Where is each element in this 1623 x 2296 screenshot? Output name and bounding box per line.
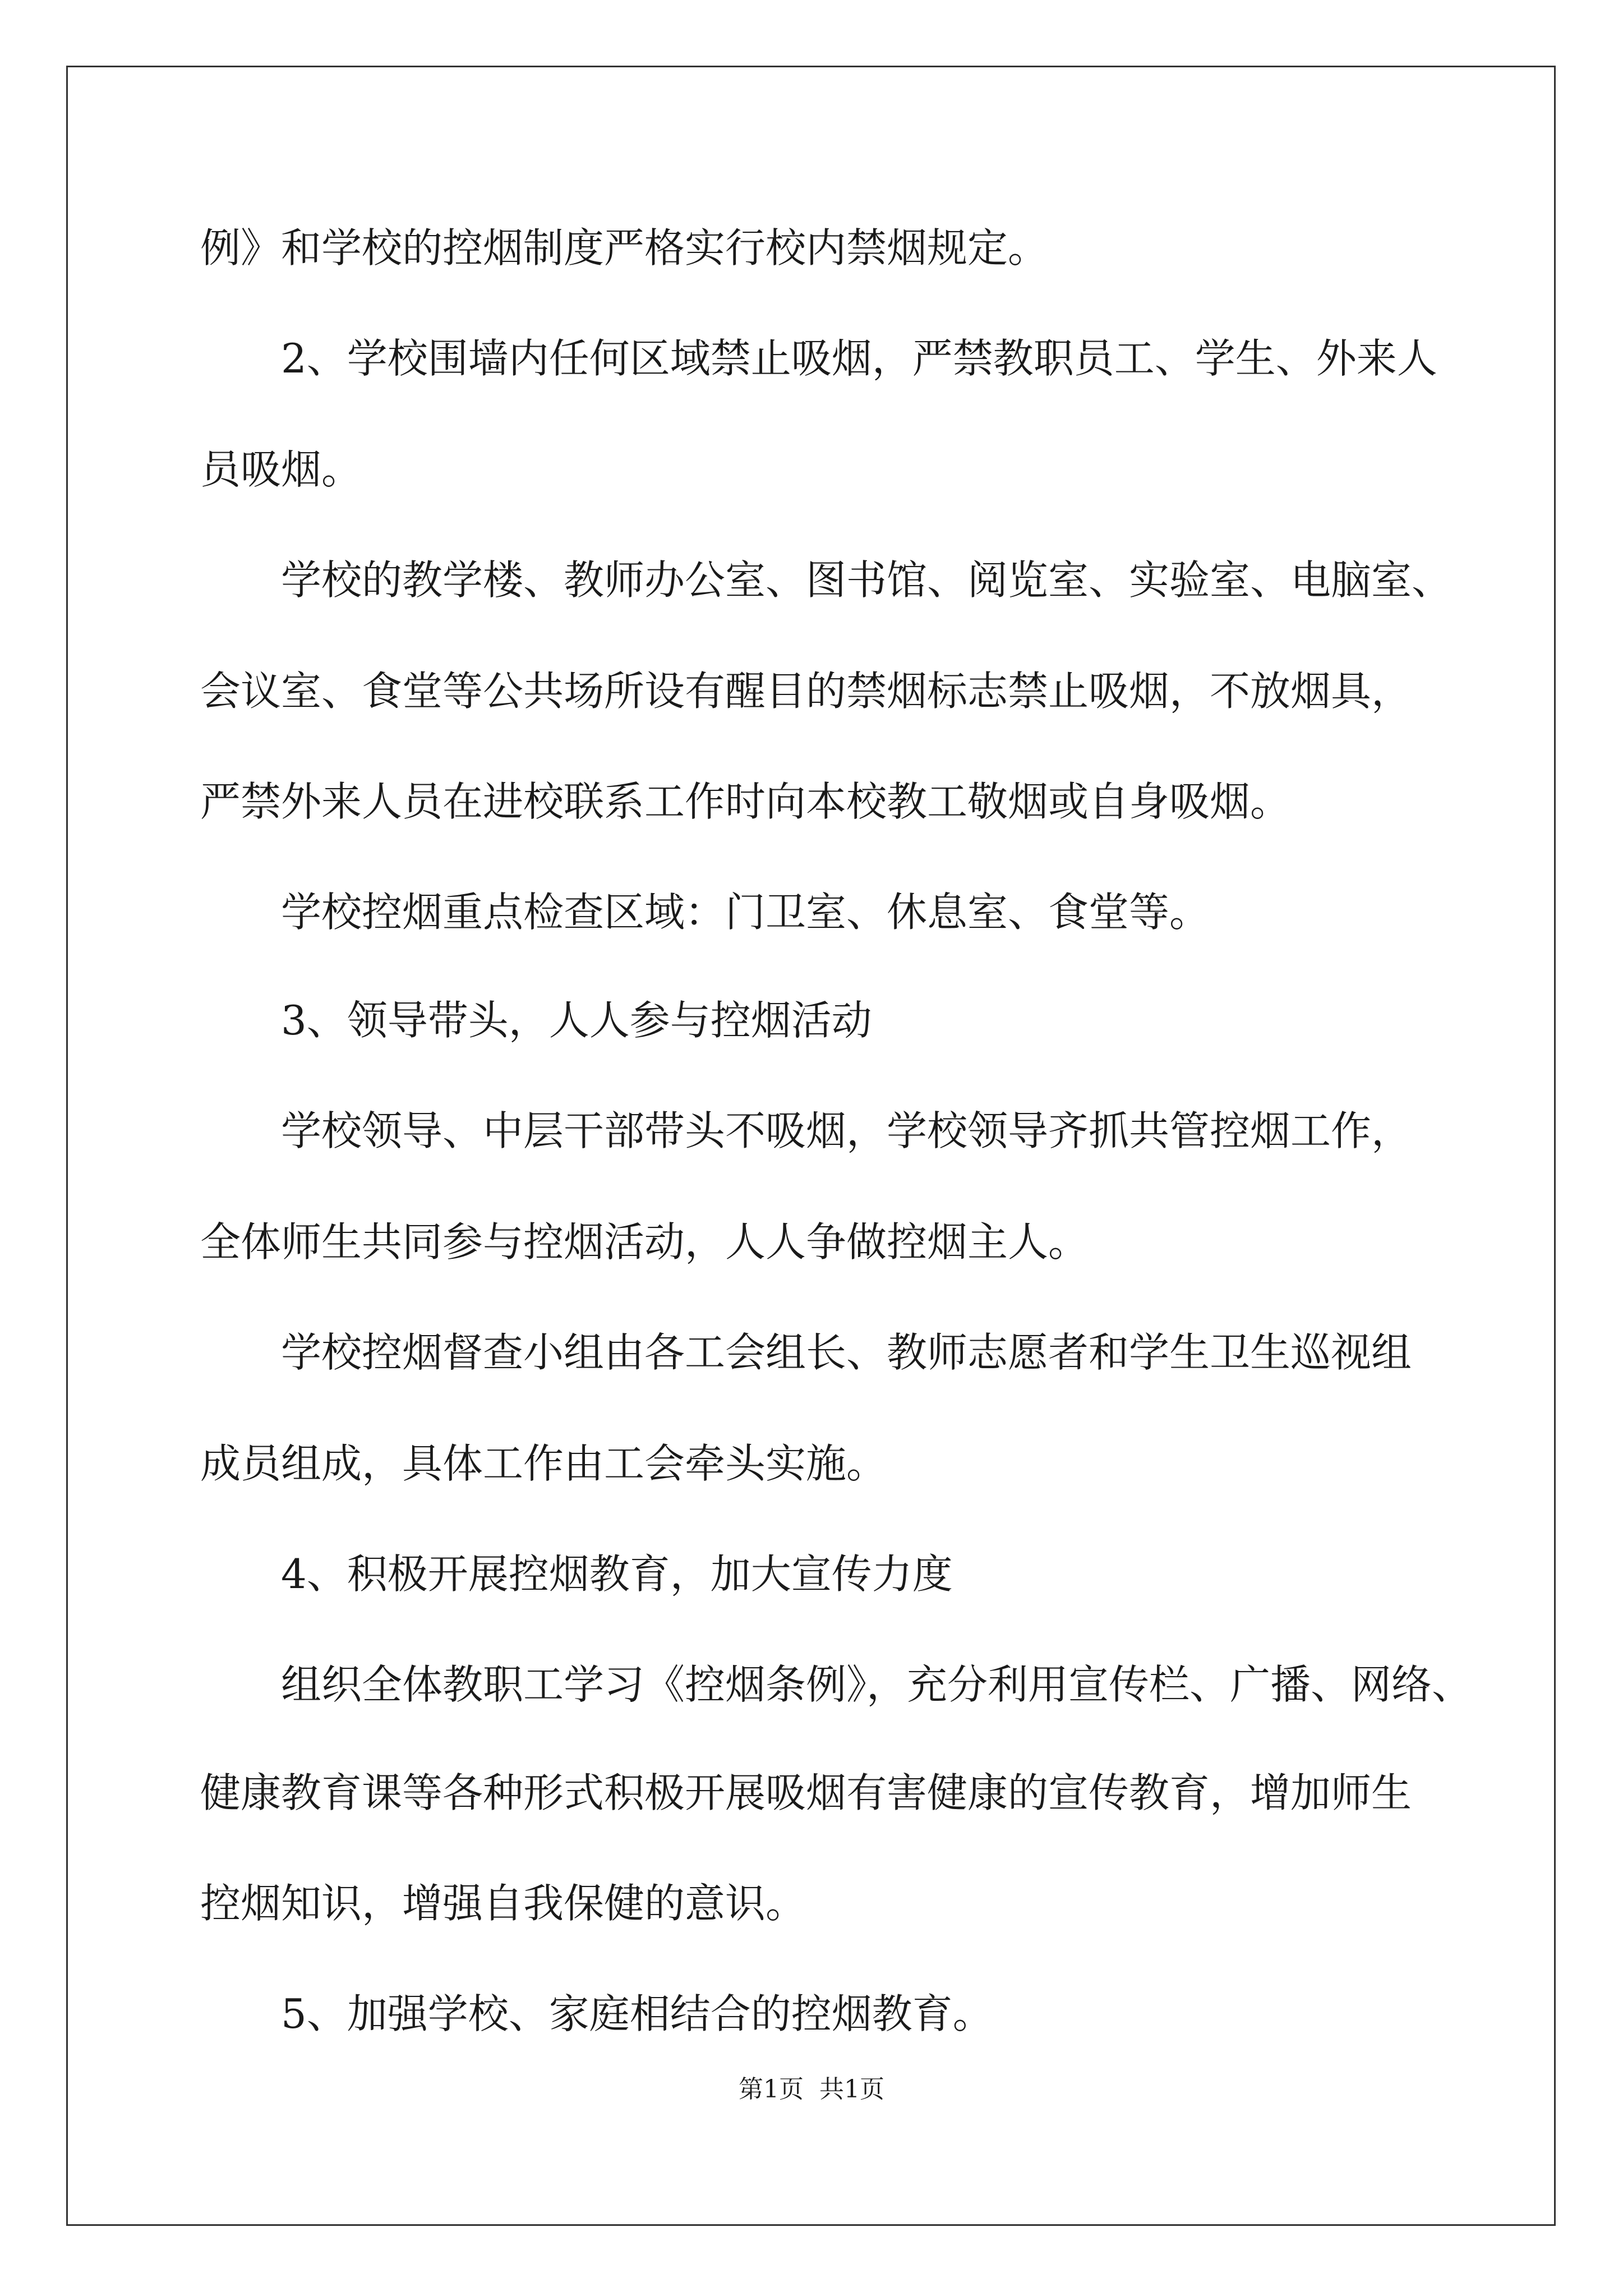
text-line: 全体师生共同参与控烟活动，人人争做控烟主人。 <box>200 1218 1089 1266</box>
text-line: 学校的教学楼、教师办公室、图书馆、阅览室、实验室、电脑室、 <box>281 556 1453 604</box>
text-line: 学校控烟督查小组由各工会组长、教师志愿者和学生卫生巡视组 <box>281 1329 1412 1376</box>
text-line: 学校控烟重点检查区域：门卫室、休息室、食堂等。 <box>281 889 1210 936</box>
text-line: 员吸烟。 <box>200 446 362 493</box>
text-line: 例》和学校的控烟制度严格实行校内禁烟规定。 <box>200 224 1049 272</box>
text-line: 2、学校围墙内任何区域禁止吸烟，严禁教职员工、学生、外来人 <box>281 335 1437 382</box>
text-line: 学校领导、中层干部带头不吸烟，学校领导齐抓共管控烟工作， <box>281 1107 1412 1154</box>
text-line: 3、领导带头，人人参与控烟活动 <box>281 997 872 1044</box>
text-line: 成员组成，具体工作由工会牵头实施。 <box>200 1440 887 1487</box>
text-line: 控烟知识，增强自我保健的意识。 <box>200 1880 806 1927</box>
text-line: 严禁外来人员在进校联系工作时向本校教工敬烟或自身吸烟。 <box>200 778 1291 825</box>
text-line: 健康教育课等各种形式积极开展吸烟有害健康的宣传教育，增加师生 <box>200 1769 1412 1816</box>
text-line: 5、加强学校、家庭相结合的控烟教育。 <box>281 1990 993 2037</box>
page-footer: 第1页 共1页 <box>739 2075 884 2104</box>
text-line: 4、积极开展控烟教育，加大宣传力度 <box>281 1550 953 1598</box>
text-line: 会议室、食堂等公共场所设有醒目的禁烟标志禁止吸烟，不放烟具， <box>200 668 1412 715</box>
text-line: 组织全体教职工学习《控烟条例》，充分利用宣传栏、广播、网络、 <box>281 1661 1473 1708</box>
